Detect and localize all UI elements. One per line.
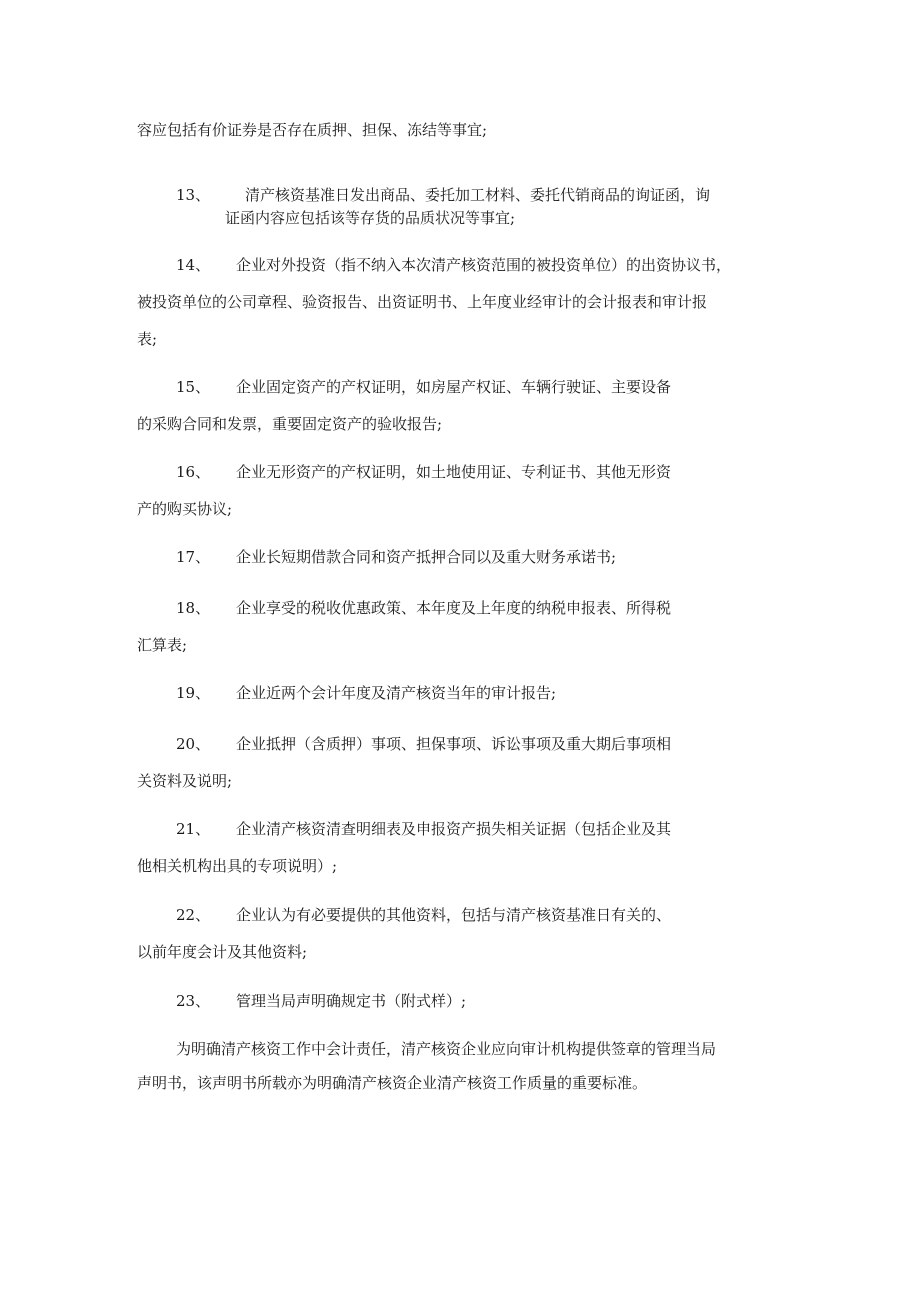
item-15-line-1: 企业固定资产的产权证明，如房屋产权证、车辆行驶证、主要设备: [236, 378, 672, 396]
item-13-number: 13、: [176, 186, 211, 204]
item-20-line-1: 企业抵押（含质押）事项、担保事项、诉讼事项及重大期后事项相: [236, 735, 672, 753]
item-14-line-2: 被投资单位的公司章程、验资报告、出资证明书、上年度业经审计的会计报表和审计报: [137, 293, 708, 311]
item-21-line-2: 他相关机构出具的专项说明）;: [137, 857, 338, 875]
item-21-number: 21、: [176, 820, 211, 838]
item-14-number: 14、: [176, 256, 211, 274]
item-19-number: 19、: [176, 684, 211, 702]
item-18-line-2: 汇算表;: [137, 636, 188, 654]
item-17-line-1: 企业长短期借款合同和资产抵押合同以及重大财务承诺书;: [236, 548, 617, 566]
item-16-line-1: 企业无形资产的产权证明，如土地使用证、专利证书、其他无形资: [236, 463, 672, 481]
item-23-number: 23、: [176, 992, 211, 1010]
item-20-number: 20、: [176, 735, 211, 753]
item-18-number: 18、: [176, 599, 211, 617]
item-15-number: 15、: [176, 378, 211, 396]
item-16-number: 16、: [176, 463, 211, 481]
item-23-line-1: 管理当局声明确规定书（附式样）;: [236, 992, 467, 1010]
item-18-line-1: 企业享受的税收优惠政策、本年度及上年度的纳税申报表、所得税: [236, 599, 672, 617]
item-13-line-2: 证函内容应包括该等存货的品质状况等事宜;: [225, 209, 516, 227]
item-15-line-2: 的采购合同和发票，重要固定资产的验收报告;: [137, 415, 443, 433]
item-22-line-1: 企业认为有必要提供的其他资料，包括与清产核资基准日有关的、: [236, 906, 672, 924]
item-14-line-3: 表;: [137, 330, 158, 348]
closing-line-2: 声明书，该声明书所载亦为明确清产核资企业清产核资工作质量的重要标准。: [137, 1074, 648, 1092]
item-16-line-2: 产的购买协议;: [137, 500, 233, 518]
item-19-line-1: 企业近两个会计年度及清产核资当年的审计报告;: [236, 684, 557, 702]
closing-line-1: 为明确清产核资工作中会计责任，清产核资企业应向审计机构提供签章的管理当局: [176, 1040, 717, 1058]
item-14-line-1: 企业对外投资（指不纳入本次清产核资范围的被投资单位）的出资协议书，: [236, 256, 732, 274]
item-22-number: 22、: [176, 906, 211, 924]
item-22-line-2: 以前年度会计及其他资料;: [137, 943, 308, 961]
item-17-number: 17、: [176, 548, 211, 566]
item-21-line-1: 企业清产核资清查明细表及申报资产损失相关证据（包括企业及其: [236, 820, 672, 838]
item-13-line-1: 清产核资基准日发出商品、委托加工材料、委托代销商品的询证函，询: [245, 186, 711, 204]
item-20-line-2: 关资料及说明;: [137, 772, 233, 790]
intro-line: 容应包括有价证券是否存在质押、担保、冻结等事宜;: [137, 121, 488, 139]
